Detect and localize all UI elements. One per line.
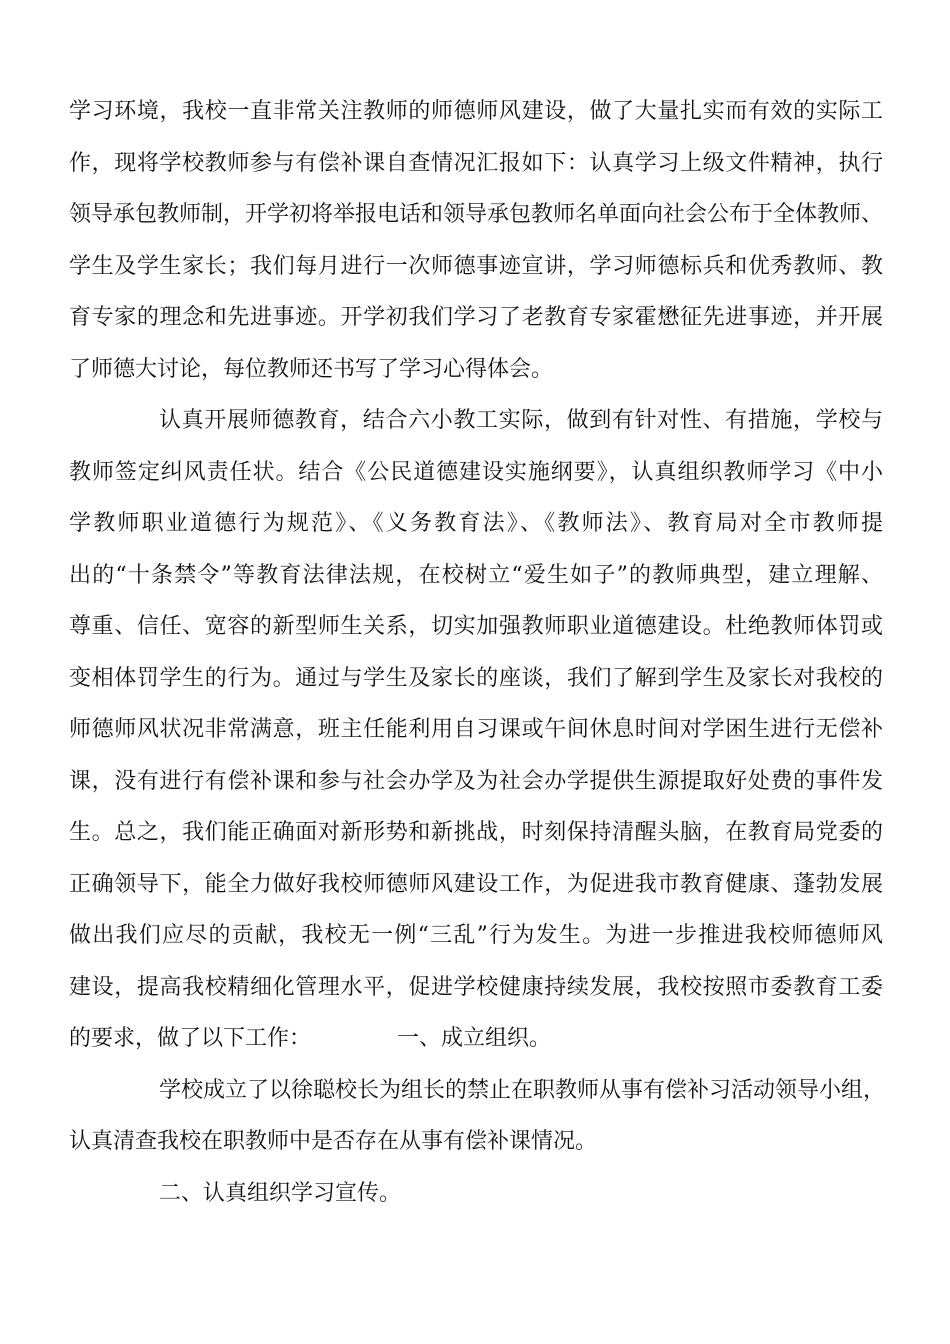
paragraph-2-line-5: 尊重、信任、宽容的新型师生关系，切实加强教师职业道德建设。杜绝教师体罚或 [69, 614, 883, 639]
paragraph-2-line-11: 做出我们应尽的贡献，我校无一例“三乱”行为发生。为进一步推进我校师德师风 [69, 923, 883, 948]
paragraph-2-line-2: 教师签定纠风责任状。结合《公民道德建设实施纲要》，认真组织教师学习《中小 [69, 460, 883, 485]
section-heading-1: 一、成立组织。 [397, 1026, 552, 1051]
paragraph-1-line-3: 领导承包教师制，开学初将举报电话和领导承包教师名单面向社会公布于全体教师、 [69, 202, 884, 227]
paragraph-3-line-1: 学校成立了以徐聪校长为组长的禁止在职教师从事有偿补习活动领导小组， [159, 1078, 886, 1103]
paragraph-2-line-13 [69, 1025, 551, 1053]
paragraph-2-line-12: 建设，提高我校精细化管理水平，促进学校健康持续发展，我校按照市委教育工委 [69, 975, 883, 1000]
paragraph-1-line-4: 学生及学生家长；我们每月进行一次师德事迹宣讲，学习师德标兵和优秀教师、教 [69, 254, 883, 279]
paragraph-2-line-8: 课，没有进行有偿补课和参与社会办学及为社会办学提供生源提取好处费的事件发 [69, 769, 883, 794]
paragraph-1-line-1: 学习环境，我校一直非常关注教师的师德师风建设，做了大量扎实而有效的实际工 [69, 99, 883, 124]
paragraph-1-line-2: 作，现将学校教师参与有偿补课自查情况汇报如下：认真学习上级文件精神，执行 [69, 151, 883, 176]
paragraph-2-line-3: 学教师职业道德行为规范》、《义务教育法》、《教师法》、教育局对全市教师提 [69, 511, 883, 536]
paragraph-2-line-10: 正确领导下，能全力做好我校师德师风建设工作，为促进我市教育健康、蓬勃发展 [69, 872, 883, 897]
paragraph-1-line-5: 育专家的理念和先进事迹。开学初我们学习了老教育专家霍懋征先进事迹，并开展 [69, 305, 883, 330]
paragraph-2-last-line-text: 的要求，做了以下工作： [69, 1026, 312, 1051]
section-heading-2: 二、认真组织学习宣传。 [159, 1181, 402, 1206]
paragraph-2-line-4: 出的“十条禁令”等教育法律法规，在校树立“爱生如子”的教师典型，建立理解、 [69, 563, 883, 588]
paragraph-2-line-6: 变相体罚学生的行为。通过与学生及家长的座谈，我们了解到学生及家长对我校的 [69, 666, 883, 691]
paragraph-2-line-9: 生。总之，我们能正确面对新形势和新挑战，时刻保持清醒头脑，在教育局党委的 [69, 820, 883, 845]
paragraph-1-line-6: 了师德大讨论，每位教师还书写了学习心得体会。 [69, 357, 554, 382]
paragraph-2-line-1: 认真开展师德教育，结合六小教工实际，做到有针对性、有措施，学校与 [159, 408, 883, 433]
paragraph-3-line-2: 认真清查我校在职教师中是否存在从事有偿补课情况。 [69, 1129, 598, 1154]
paragraph-2-line-7: 师德师风状况非常满意，班主任能利用自习课或午间休息时间对学困生进行无偿补 [69, 717, 883, 742]
